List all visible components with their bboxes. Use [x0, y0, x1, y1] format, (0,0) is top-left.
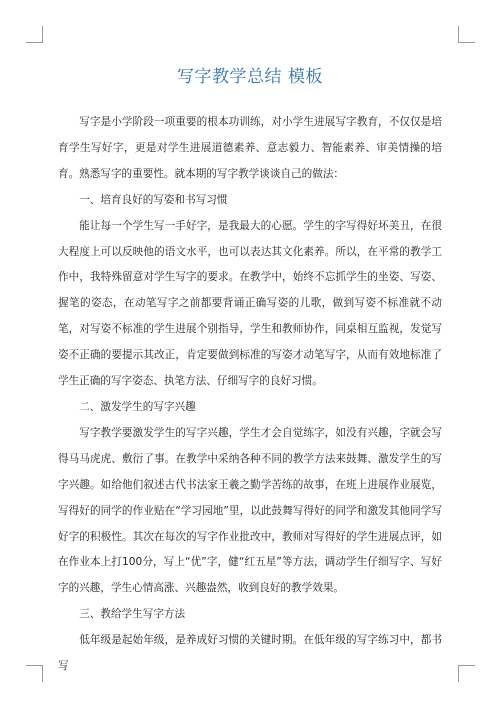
section-2-paragraph: 写字教学要激发学生的写字兴趣，学生才会自觉练字，如没有兴趣，字就会写得马马虎虎、敷衍了事。在教学中采纳各种不同的教学方法来鼓舞、激发学生的写字兴趣。如给他们叙述古代书法家王羲之勤学苦练的故事，在班上进展作业展览，写得好的同学的作业贴在“学习园地”里，以此鼓舞写得好的同学和激发其他同学写好字的积极性。其次在每次的写字作业批改中，教师对写得好的学生进展点评，如在作业本上打100分，写上“优”字，健“红五星”等方法，调动学生仔细写字、写好字的兴趣，学生心情高涨、兴趣盎然，收到良好的教学效果。: [58, 426, 442, 595]
section-heading-3: 三、教给学生写字方法: [79, 608, 186, 621]
document-body: [58, 110, 442, 680]
crop-mark-top-left: [26, 26, 43, 43]
crop-mark-bottom-left: [26, 665, 43, 682]
intro-paragraph: 写字是小学阶段一项重要的根本功训练，对小学生进展写字教育，不仅仅是培育学生写好字，更是对学生进展道德素养、意志毅力、智能素养、审美情操的培育。熟悉写字的重要性。就本期的写字教学谈谈自己的做法：: [58, 116, 442, 180]
crop-mark-bottom-right: [458, 665, 475, 682]
section-heading-1: 一、培育良好的写姿和书写习惯: [79, 193, 228, 206]
section-3-paragraph: 低年级是起始年级，是养成好习惯的关键时期。在低年级的写字练习中，都书写: [58, 634, 442, 673]
section-1-paragraph: 能让每一个学生写一手好字，是我最大的心愿。学生的字写得好坏美丑，在很大程度上可以反映他的语文水平，也可以表达其文化素养。所以，在平常的教学工作中，我特殊留意对学生写字的要求。在教学中，始终不忘抓学生的坐姿、写姿、握笔的姿态，在动笔写字之前都要背诵正确写姿的儿歌，做到写姿不标准就不动笔，对写姿不标准的学生进展个别指导，学生和教师协作，同桌相互监视，发觉写姿不正确的要提示其改正，肯定要做到标准的写姿才动笔写字，从而有效地标准了学生正确的写字姿态、执笔方法、仔细写字的良好习惯。: [58, 219, 442, 388]
crop-mark-top-right: [458, 26, 475, 43]
document-title: 写字教学总结 模板: [177, 67, 323, 87]
section-heading-2: 二、激发学生的写字兴趣: [79, 400, 196, 413]
